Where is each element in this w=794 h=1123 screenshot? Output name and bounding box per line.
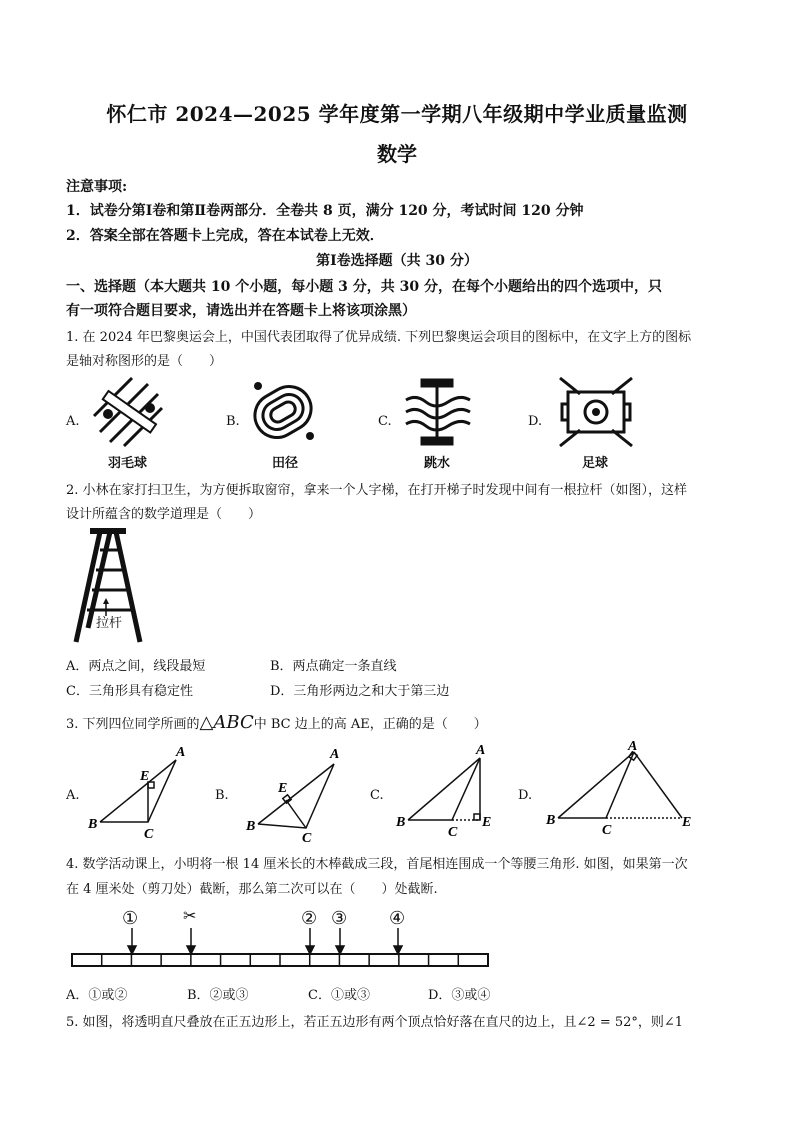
- note-item-2: 2．答案全部在答题卡上完成，答在本试卷上无效．: [66, 228, 384, 244]
- exam-subject: 数学: [377, 142, 417, 166]
- q4-stem-line2: 在 4 厘米处（剪刀处）截断，那么第二次可以在（ ）处截断.: [66, 882, 438, 897]
- q4-option-c: C．①或③: [308, 988, 370, 1003]
- q3-triangle-a: [88, 744, 188, 840]
- q3a-label-e: E: [140, 769, 150, 784]
- q1-caption-badminton: 羽毛球: [108, 456, 148, 471]
- q5-stem-line1: 5. 如图，将透明直尺叠放在正五边形上，若正五边形有两个顶点恰好落在直尺的边上，且∠2 = 52°，则∠1: [66, 1015, 684, 1030]
- q4-option-d: D．③或④: [428, 988, 491, 1003]
- q3-stem-before: 3. 下列四位同学所画的: [66, 717, 200, 732]
- q3-option-d-label: D.: [518, 788, 533, 803]
- q3-option-c-label: C.: [370, 788, 384, 803]
- diving-icon: [402, 376, 474, 448]
- q3c-label-e: E: [482, 815, 492, 830]
- q1-option-b-label: B.: [226, 414, 240, 429]
- q3-stem: [66, 712, 487, 733]
- q4-option-a: A．①或②: [66, 988, 128, 1003]
- q4-mark-3: ③: [331, 908, 348, 929]
- stick-segment-ticks: [102, 954, 459, 966]
- track-and-field-icon: [246, 376, 320, 448]
- q2-option-b: B．两点确定一条直线: [270, 659, 397, 674]
- football-icon: [558, 376, 634, 448]
- q1-option-d-label: D.: [528, 414, 543, 429]
- q3a-label-c: C: [144, 827, 154, 842]
- q3-option-b-label: B.: [215, 788, 229, 803]
- q2-option-a: A．两点之间，线段最短: [66, 659, 206, 674]
- q3c-label-a: A: [476, 743, 486, 758]
- q3-triangle-b: [244, 744, 344, 846]
- q3d-label-c: C: [602, 823, 612, 838]
- q1-option-a-label: A.: [66, 414, 80, 429]
- q2-stem-line1: 2. 小林在家打扫卫生，为方便拆取窗帘，拿来一个人字梯，在打开梯子时发现中间有一根拉杆（如图），这样: [66, 483, 688, 498]
- q3-option-a-label: A.: [66, 788, 80, 803]
- ladder-rod-label: 拉杆: [96, 616, 123, 631]
- q4-scissors-icon: ✂: [183, 906, 197, 925]
- q3-triangle-d: [546, 739, 706, 840]
- q3d-label-b: B: [546, 813, 556, 828]
- badminton-icon: [92, 376, 164, 448]
- q4-mark-1: ①: [122, 908, 139, 929]
- section-instructions-2: 有一项符合题目要求，请选出并在答题卡上将该项涂黑）: [66, 303, 416, 319]
- q4-option-b: B．②或③: [187, 988, 249, 1003]
- q3-stem-after: 中 BC 边上的高 AE，正确的是（ ）: [253, 717, 487, 732]
- notes-heading: 注意事项:: [66, 179, 128, 195]
- q2-option-d: D．三角形两边之和大于第三边: [270, 684, 450, 699]
- q2-option-c: C．三角形具有稳定性: [66, 684, 193, 699]
- q3b-label-e: E: [278, 781, 288, 796]
- section-instructions-1: 一、选择题（本大题共 10 个小题，每小题 3 分，共 30 分，在每个小题给出的四个选项中，只: [66, 279, 662, 295]
- q1-caption-diving: 跳水: [424, 456, 451, 471]
- q1-stem-line2: 是轴对称图形的是（ ）: [66, 354, 223, 369]
- q1-option-c-label: C.: [378, 414, 392, 429]
- q3d-label-e: E: [682, 815, 692, 830]
- part1-heading: 第Ⅰ卷选择题（共 30 分）: [316, 253, 478, 269]
- q3b-label-b: B: [246, 819, 256, 834]
- q3-triangle-c: [394, 744, 504, 840]
- q4-mark-2: ②: [301, 908, 318, 929]
- q1-caption-football: 足球: [582, 456, 609, 471]
- q3b-label-c: C: [302, 831, 312, 846]
- q1-stem-line1: 1. 在 2024 年巴黎奥运会上，中国代表团取得了优异成绩. 下列巴黎奥运会项目的图标中，在文字上方的图标: [66, 330, 692, 345]
- q1-caption-track: 田径: [272, 456, 299, 471]
- q3c-label-c: C: [448, 825, 458, 840]
- q3a-label-b: B: [88, 817, 98, 832]
- q2-stem-line2: 设计所蕴含的数学道理是（ ）: [66, 507, 262, 522]
- q3a-label-a: A: [176, 745, 186, 760]
- q3b-label-a: A: [330, 747, 340, 762]
- exam-title: 怀仁市 2024—2025 学年度第一学期八年级期中学业质量监测: [106, 102, 688, 126]
- q3-triangle-symbol: △ABC: [199, 712, 254, 733]
- q4-mark-4: ④: [389, 908, 406, 929]
- q3d-label-a: A: [628, 739, 638, 754]
- q3c-label-b: B: [396, 815, 406, 830]
- q4-stem-line1: 4. 数学活动课上，小明将一根 14 厘米长的木棒截成三段，首尾相连围成一个等腰三角形. 如图，如果第一次: [66, 857, 688, 872]
- note-item-1: 1．试卷分第Ⅰ卷和第Ⅱ卷两部分．全卷共 8 页，满分 120 分，考试时间 120 分钟: [66, 203, 584, 219]
